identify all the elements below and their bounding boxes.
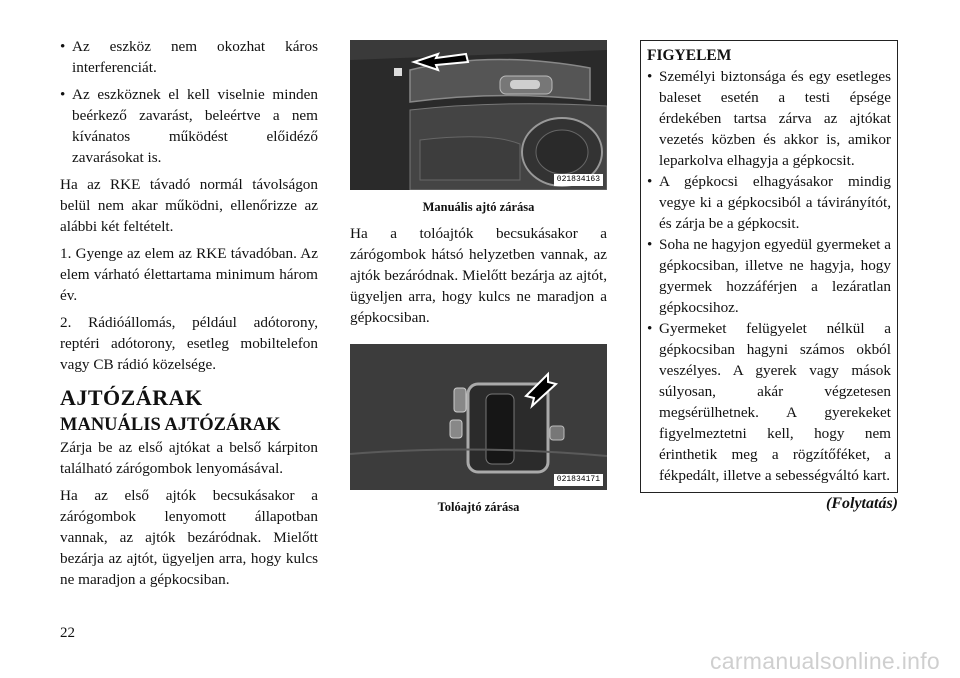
middle-column <box>350 36 607 523</box>
warning-box <box>640 40 898 493</box>
figure-caption: Manuális ajtó zárása <box>422 200 535 214</box>
list-item: • Soha ne hagyjon egyedül gyermeket a gépkocsiban, illetve ne hagyja, hogy gyermek hozzáférjen a lezáratlan gépkocsihoz. <box>647 234 891 318</box>
manual-door-lock-figure <box>350 40 607 190</box>
body-paragraph: Ha az első ajtók becsukásakor a zárógombok lenyomott állapotban vannak, az ajtók bezáródnak. Mielőtt bezárja az ajtót, ügyeljen arra, hogy kulcs ne maradjon a gépkocsiban. <box>60 487 318 588</box>
continued-note: (Folytatás) <box>826 495 898 512</box>
body-paragraph: 2. Rádióállomás, például adótorony, reptéri adótorony, esetleg mobiltelefon vagy CB rádió közelsége. <box>60 314 318 373</box>
list-item: • Az eszköz nem okozhat káros interferenciát. <box>60 36 318 78</box>
body-paragraph: Zárja be az első ajtókat a belső kárpiton található zárógombok lenyomásával. <box>60 439 318 477</box>
watermark: carmanualsonline.info <box>709 648 940 674</box>
figure-caption: Tolóajtó zárása <box>437 500 520 514</box>
body-paragraph: Ha a tolóajtók becsukásakor a zárógombok hátsó helyzetben vannak, az ajtók bezáródnak. Mielőtt bezárja az ajtót, ügyeljen arra, hogy kulcs ne maradjon a gépkocsiban. <box>350 225 607 326</box>
left-column <box>60 36 318 590</box>
body-paragraph: Ha az RKE távadó normál távolságon belül nem akar működni, ellenőrizze az alábbi két feltételt. <box>60 176 318 235</box>
figure-code: 021834163 <box>554 174 603 186</box>
subsection-heading: MANUÁLIS AJTÓZÁRAK <box>60 415 281 435</box>
interference-list <box>60 36 318 168</box>
door-panel-illustration <box>350 40 607 190</box>
list-item: • Személyi biztonsága és egy esetleges baleset esetén a testi épsége érdekében tartsa zárva az ajtókat vezetés közben és akkor is, amikor leparkolva elhagyja a gépkocsit. <box>647 66 891 171</box>
warning-list <box>647 66 891 486</box>
section-heading: AJTÓZÁRAK <box>60 385 203 410</box>
page-number: 22 <box>60 625 75 641</box>
sliding-door-lock-figure <box>350 344 607 490</box>
body-paragraph: 1. Gyenge az elem az RKE távadóban. Az elem várható élettartama minimum három év. <box>60 245 318 304</box>
list-item: • Az eszköznek el kell viselnie minden beérkező zavarást, beleértve a nem kívánatos működést előidéző zavarásokat is. <box>60 84 318 168</box>
figure-code: 021834171 <box>554 474 603 486</box>
list-item: • A gépkocsi elhagyásakor mindig vegye ki a gépkocsiból a távirányítót, és zárja be a gépkocsit. <box>647 171 891 234</box>
list-item: • Gyermeket felügyelet nélkül a gépkocsiban hagyni számos okból veszélyes. A gyerek vagy mások súlyosan, akár végzetesen megsérülhetnek. A gyerekeket figyelmeztetni kell, hogy nem érinthetik meg a rögzítőféket, a fékpedált, illetve a sebességváltó kart. <box>647 318 891 486</box>
right-column <box>640 36 898 513</box>
sliding-door-illustration <box>350 344 607 490</box>
warning-title: FIGYELEM <box>647 47 732 64</box>
